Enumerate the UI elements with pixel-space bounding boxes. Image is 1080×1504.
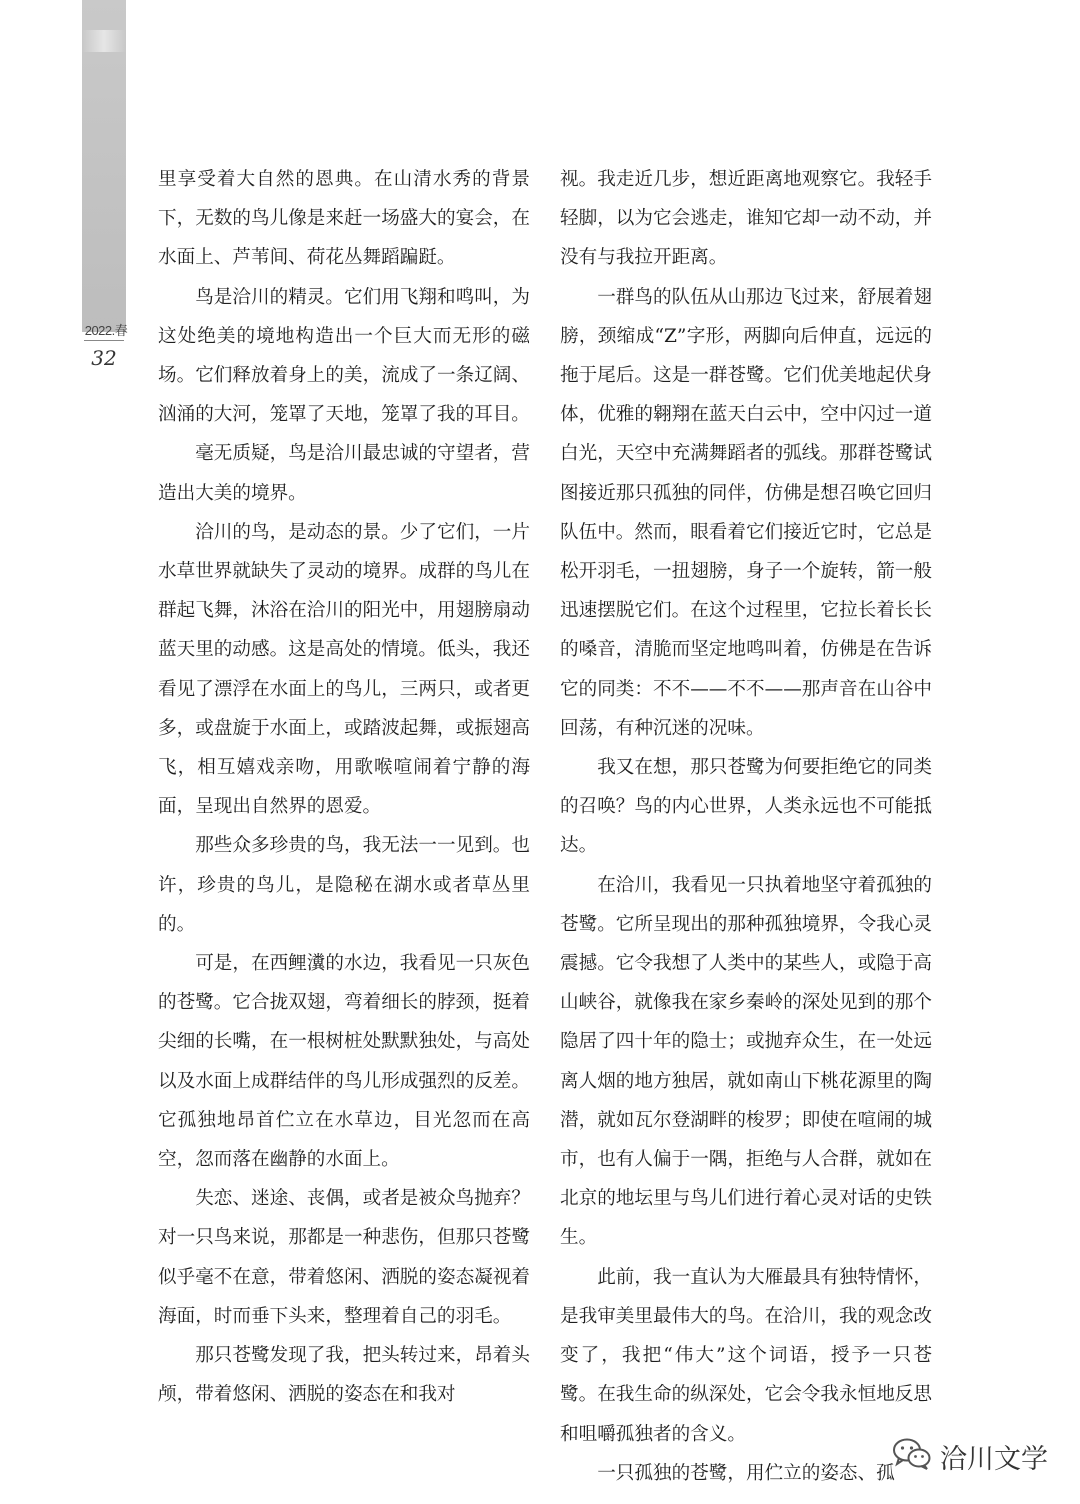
- sidebar-divider: [84, 340, 124, 341]
- paragraph: 鸟是洽川的精灵。它们用飞翔和鸣叫，为这处绝美的境地构造出一个巨大而无形的磁场。它们释放着身上的美，流成了一条辽阔、汹涌的大河，笼罩了天地，笼罩了我的耳目。: [158, 286, 530, 426]
- paragraph: 里享受着大自然的恩典。在山清水秀的背景下，无数的鸟儿像是来赶一场盛大的宴会，在水面上、芦苇间、荷花丛舞蹈蹁跹。: [158, 169, 530, 269]
- paragraph: 一群鸟的队伍从山那边飞过来，舒展着翅膀，颈缩成“Z”字形，两脚向后伸直，远远的拖于尾后。这是一群苍鹭。它们优美地起伏身体，优雅的翱翔在蓝天白云中，空中闪过一道白光，天空中充满舞蹈者的弧线。那群苍鹭试图接近那只孤独的同伴，仿佛是想召唤它回归队伍中。然而，眼看着它们接近它时，它总是松开羽毛，一扭翅膀，身子一个旋转，箭一般迅速摆脱它们。在这个过程里，它拉长着长长的嗓音，清脆而坚定地鸣叫着，仿佛是在告诉它的同类：不不——不不——那声音在山谷中回荡，有种沉迷的况味。: [560, 286, 932, 739]
- sidebar-band: [82, 0, 206, 332]
- watermark: [892, 1436, 1048, 1476]
- paragraph: 失恋、迷途、丧偶，或者是被众鸟抛弃？对一只鸟来说，那都是一种悲伤，但那只苍鹭似乎毫不在意，带着悠闲、洒脱的姿态凝视着海面，时而垂下头来，整理着自己的羽毛。: [158, 1188, 530, 1327]
- article-column-right: [560, 160, 932, 1493]
- page-number: 32: [91, 346, 117, 370]
- paragraph: 一只孤独的苍鹭，用伫立的姿态、孤: [597, 1462, 895, 1484]
- paragraph: 那些众多珍贵的鸟，我无法一一见到。也许，珍贵的鸟儿，是隐秘在湖水或者草丛里的。: [158, 835, 530, 935]
- issue-label: 2022.春: [84, 323, 128, 338]
- magazine-title: 洽川: [161, 86, 206, 170]
- paragraph: 毫无质疑，鸟是洽川最忠诚的守望者，营造出大美的境界。: [158, 443, 530, 504]
- paragraph: 视。我走近几步，想近距离地观察它。我轻手轻脚，以为它会逃走，谁知它却一动不动，并没有与我拉开距离。: [560, 169, 932, 269]
- paragraph: 此前，我一直认为大雁最具有独特情怀，是我审美里最伟大的鸟。在洽川，我的观念改变了，我把“伟大”这个词语，授予一只苍鹭。在我生命的纵深处，它会令我永恒地反思和咀嚼孤独者的含义。: [560, 1266, 932, 1445]
- magazine-subtitle: 综合文学季刊: [175, 188, 197, 308]
- wechat-icon: [892, 1437, 932, 1475]
- decorative-flourish: [82, 30, 126, 52]
- watermark-text: 洽川文学: [940, 1443, 1048, 1475]
- paragraph: 洽川的鸟，是动态的景。少了它们，一片水草世界就缺失了灵动的境界。成群的鸟儿在群起飞舞，沐浴在洽川的阳光中，用翅膀扇动蓝天里的动感。这是高处的情境。低头，我还看见了漂浮在水面上的鸟儿，三两只，或者更多，或盘旋于水面上，或踏波起舞，或振翅高飞，相互嬉戏亲吻，用歌喉喧闹着宁静的海面，呈现出自然界的恩爱。: [158, 521, 530, 818]
- article-column-left: [158, 160, 530, 1415]
- paragraph: 那只苍鹭发现了我，把头转过来，昂着头颅，带着悠闲、洒脱的姿态在和我对: [158, 1345, 530, 1406]
- paragraph: 可是，在西鲤瀵的水边，我看见一只灰色的苍鹭。它合拢双翅，弯着细长的脖颈，挺着尖细的长嘴，在一根树桩处默默独处，与高处以及水面上成群结伴的鸟儿形成强烈的反差。它孤独地昂首伫立在水草边，目光忽而在高空，忽而落在幽静的水面上。: [158, 953, 530, 1171]
- paragraph: 我又在想，那只苍鹭为何要拒绝它的同类的召唤？鸟的内心世界，人类永远也不可能抵达。: [560, 757, 932, 857]
- paragraph: 在洽川，我看见一只执着地坚守着孤独的苍鹭。它所呈现出的那种孤独境界，令我心灵震撼。它令我想了人类中的某些人，或隐于高山峡谷，就像我在家乡秦岭的深处见到的那个隐居了四十年的隐士；或抛弃众生，在一处远离人烟的地方独居，就如南山下桃花源里的陶潜，就如瓦尔登湖畔的梭罗；即使在喧闹的城市，也有人偏于一隅，拒绝与人合群，就如在北京的地坛里与鸟儿们进行着心灵对话的史铁生。: [560, 874, 932, 1249]
